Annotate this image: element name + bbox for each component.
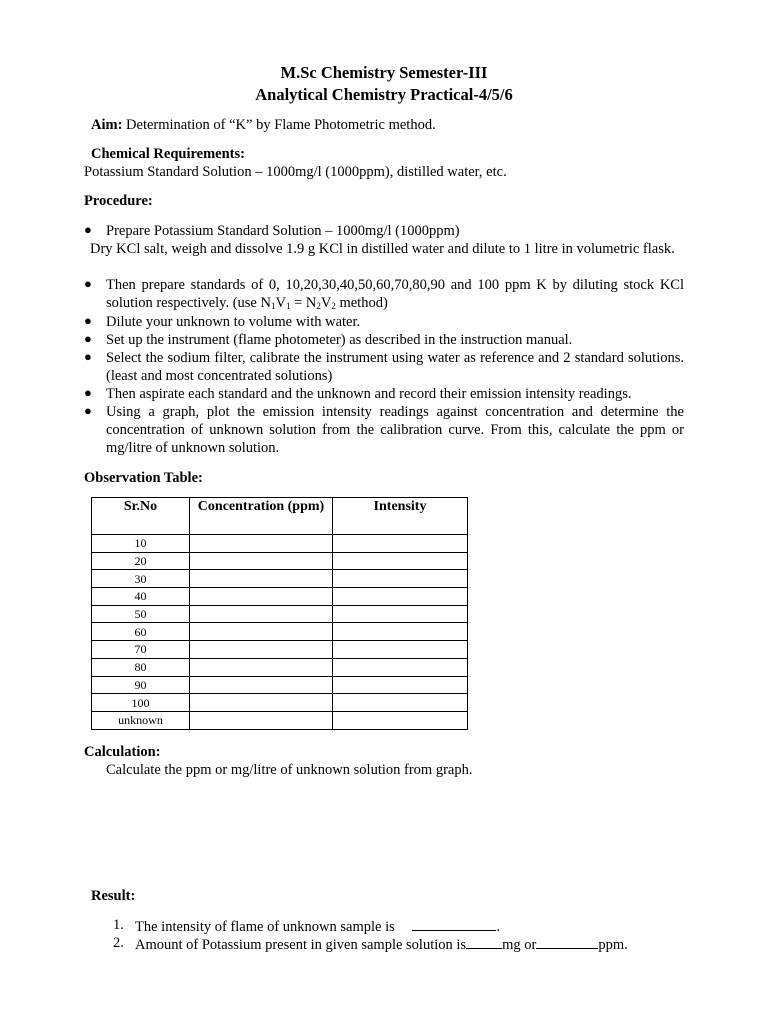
intensity-cell — [333, 570, 468, 588]
intensity-cell — [333, 694, 468, 712]
ppm-blank — [536, 934, 598, 949]
concentration-cell — [190, 711, 333, 729]
result-label: Result: — [91, 888, 136, 904]
bullet-1: ● — [84, 222, 92, 237]
table-row — [92, 641, 468, 659]
srno-cell: 60 — [92, 623, 190, 641]
concentration-cell — [190, 570, 333, 588]
intensity-cell — [333, 658, 468, 676]
intensity-cell — [333, 623, 468, 641]
concentration-cell — [190, 641, 333, 659]
srno-cell: 70 — [92, 641, 190, 659]
intensity-cell — [333, 552, 468, 570]
procedure-step-5: Select the sodium filter, calibrate the instrument using water as reference and 2 standard solutions. (least and most concentrated solutions) — [106, 350, 684, 384]
srno-cell: 50 — [92, 605, 190, 623]
table-header-row — [92, 498, 468, 535]
concentration-cell — [190, 658, 333, 676]
srno-cell: unknown — [92, 711, 190, 729]
procedure-step-2: Then prepare standards of 0, 10,20,30,40,50,60,70,80,90 and 100 ppm K by diluting stock KCl solution respectively. (use $N_1V_1 = N_2V_2$ method) — [106, 277, 684, 311]
document-subtitle: Analytical Chemistry Practical-4/5/6 — [255, 85, 513, 104]
intensity-cell — [333, 588, 468, 606]
calculation-label: Calculation: — [84, 744, 161, 760]
table-row — [92, 694, 468, 712]
srno-cell: 80 — [92, 658, 190, 676]
concentration-cell — [190, 588, 333, 606]
procedure-step-1: Prepare Potassium Standard Solution – 1000mg/l (1000ppm) — [106, 223, 460, 239]
srno-cell: 20 — [92, 552, 190, 570]
aim-text: Determination of “K” by Flame Photometric method. — [126, 117, 436, 133]
bullet-2: ● — [84, 276, 92, 291]
concentration-cell — [190, 605, 333, 623]
srno-cell: 10 — [92, 535, 190, 553]
procedure-step-4: Set up the instrument (flame photometer) as described in the instruction manual. — [106, 332, 573, 348]
result-item-1-number: 1. — [113, 917, 124, 933]
srno-cell: 40 — [92, 588, 190, 606]
srno-cell: 90 — [92, 676, 190, 694]
bullet-6: ● — [84, 385, 92, 400]
mg-blank — [466, 934, 502, 949]
bullet-7: ● — [84, 403, 92, 418]
concentration-cell — [190, 623, 333, 641]
concentration-cell — [190, 694, 333, 712]
concentration-cell — [190, 535, 333, 553]
intensity-cell — [333, 605, 468, 623]
bullet-4: ● — [84, 331, 92, 346]
procedure-step-1-detail: Dry KCl salt, weigh and dissolve 1.9 g KCl in distilled water and dilute to 1 litre in volumetric flask. — [90, 241, 675, 257]
result-item-2-number: 2. — [113, 935, 124, 951]
table-row — [92, 552, 468, 570]
srno-cell: 100 — [92, 694, 190, 712]
header-concentration: Concentration (ppm) — [190, 498, 333, 535]
table-row — [92, 605, 468, 623]
document-title: M.Sc Chemistry Semester-III — [280, 63, 488, 82]
procedure-step-6: Then aspirate each standard and the unknown and record their emission intensity readings. — [106, 386, 632, 402]
table-row — [92, 535, 468, 553]
result-item-2: Amount of Potassium present in given sample solution is mg or ppm. — [135, 934, 628, 954]
intensity-cell — [333, 676, 468, 694]
bullet-3: ● — [84, 313, 92, 328]
table-row — [92, 676, 468, 694]
observation-table-label: Observation Table: — [84, 470, 203, 486]
table-row — [92, 588, 468, 606]
table-row — [92, 623, 468, 641]
calculation-text: Calculate the ppm or mg/litre of unknown solution from graph. — [106, 762, 473, 778]
intensity-cell — [333, 641, 468, 659]
aim-line — [91, 116, 436, 134]
procedure-step-7: Using a graph, plot the emission intensity readings against concentration and determine the concentration of unknown solution from the calibration curve. From this, calculate the ppm or mg/litre of unknown solution. — [106, 404, 684, 456]
header-srno: Sr.No — [92, 498, 190, 535]
result-item-1: The intensity of flame of unknown sample is . — [135, 916, 500, 936]
observation-table — [91, 497, 468, 730]
intensity-cell — [333, 535, 468, 553]
header-intensity: Intensity — [333, 498, 468, 535]
procedure-label: Procedure: — [84, 193, 153, 209]
concentration-cell — [190, 676, 333, 694]
aim-label: Aim: — [91, 117, 123, 133]
intensity-cell — [333, 711, 468, 729]
srno-cell: 30 — [92, 570, 190, 588]
table-row — [92, 570, 468, 588]
table-row — [92, 658, 468, 676]
procedure-step-3: Dilute your unknown to volume with water. — [106, 314, 361, 330]
concentration-cell — [190, 552, 333, 570]
chemical-requirements-label: Chemical Requirements: — [91, 146, 245, 162]
table-row — [92, 711, 468, 729]
bullet-5: ● — [84, 349, 92, 364]
chemical-requirements-text: Potassium Standard Solution – 1000mg/l (1000ppm), distilled water, etc. — [84, 164, 507, 180]
intensity-blank — [412, 916, 496, 931]
